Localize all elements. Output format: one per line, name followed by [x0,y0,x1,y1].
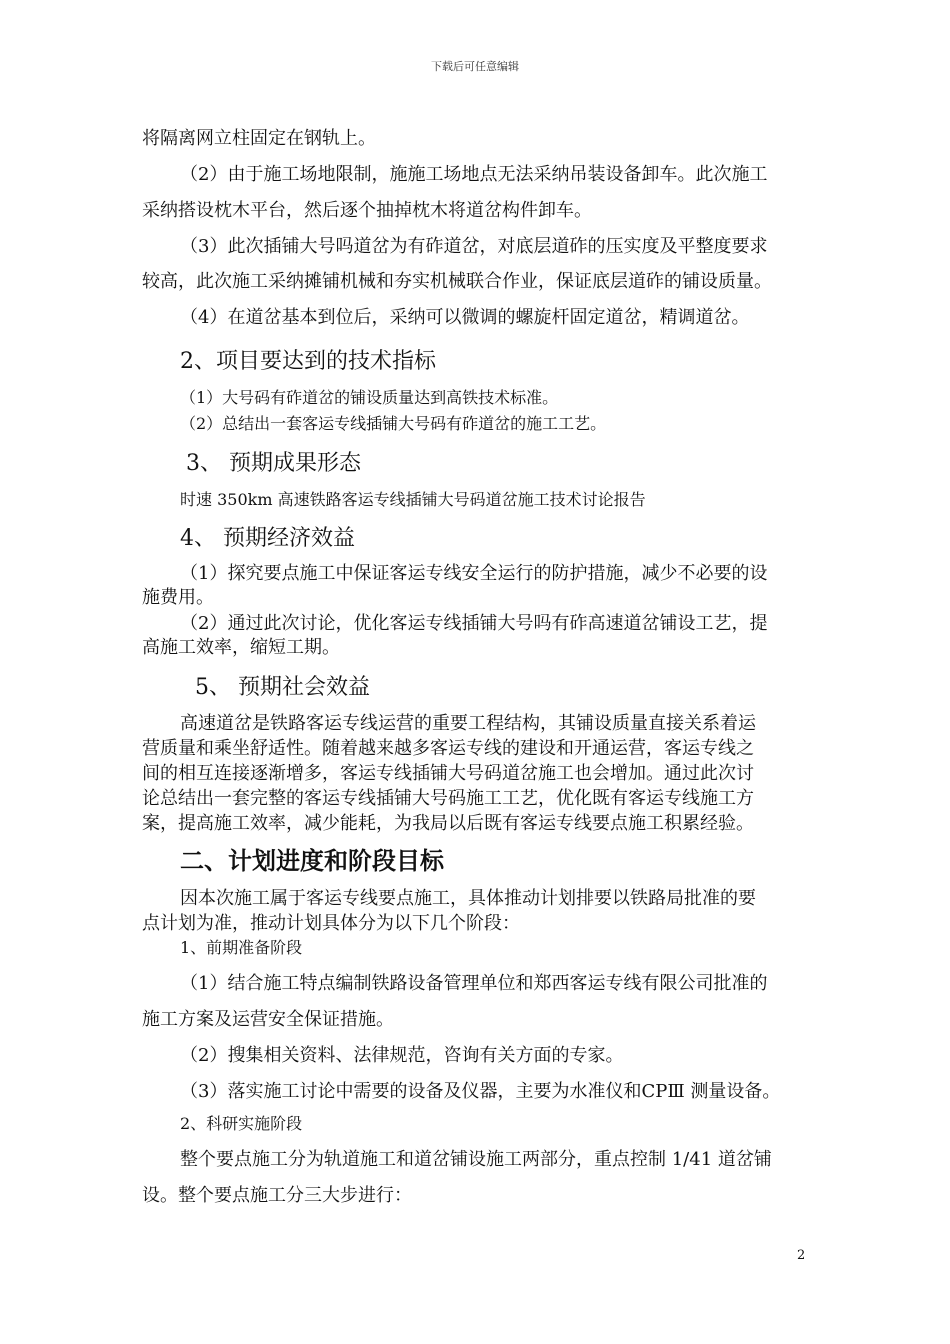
paragraph-line: （1）大号码有砟道岔的铺设质量达到高铁技术标准。 [180,388,559,407]
paragraph-line: 将隔离网立柱固定在钢轨上。 [142,128,376,149]
paragraph-line: 因本次施工属于客运专线要点施工，具体推动计划排要以铁路局批准的要 [180,888,756,909]
paragraph-line: 施工方案及运营安全保证措施。 [142,1009,394,1030]
paragraph-line: 1、前期准备阶段 [180,938,303,957]
page-number: 2 [797,1248,806,1263]
paragraph-line: （2）通过此次讨论，优化客运专线插铺大号吗有砟高速道岔铺设工艺，提 [180,613,768,634]
paragraph-line: 点计划为准，推动计划具体分为以下几个阶段： [142,913,520,934]
paragraph-line: （2）搜集相关资料、法律规范，咨询有关方面的专家。 [180,1045,624,1066]
paragraph-line: 时速 350km 高速铁路客运专线插铺大号码道岔施工技术讨论报告 [180,490,646,509]
section-heading: 3、 预期成果形态 [186,451,361,476]
paragraph-line: （4）在道岔基本到位后，采纳可以微调的螺旋杆固定道岔，精调道岔。 [180,307,750,328]
paragraph-line: （1）探究要点施工中保证客运专线安全运行的防护措施，减少不必要的设 [180,563,768,584]
paragraph-line: 案，提高施工效率，减少能耗，为我局以后既有客运专线要点施工积累经验。 [142,813,754,834]
paragraph-line: （2）由于施工场地限制，施施工场地点无法采纳吊装设备卸车。此次施工 [180,164,768,185]
paragraph-line: 高速道岔是铁路客运专线运营的重要工程结构，其铺设质量直接关系着运 [180,713,756,734]
paragraph-line: （3）此次插铺大号吗道岔为有砟道岔，对底层道砟的压实度及平整度要求 [180,236,768,257]
paragraph-line: 设。整个要点施工分三大步进行： [142,1185,412,1206]
paragraph-line: 论总结出一套完整的客运专线插铺大号码施工工艺，优化既有客运专线施工方 [142,788,754,809]
section-heading: 4、 预期经济效益 [180,526,355,551]
section-heading: 2、项目要达到的技术指标 [180,349,436,374]
page-header: 下载后可任意编辑 [431,60,519,73]
paragraph-line: 高施工效率，缩短工期。 [142,637,340,658]
paragraph-line: （1）结合施工特点编制铁路设备管理单位和郑西客运专线有限公司批准的 [180,973,768,994]
paragraph-line: 施费用。 [142,587,214,608]
paragraph-line: 2、科研实施阶段 [180,1114,303,1133]
paragraph-line: 较高，此次施工采纳摊铺机械和夯实机械联合作业，保证底层道砟的铺设质量。 [142,271,772,292]
paragraph-line: 整个要点施工分为轨道施工和道岔铺设施工两部分，重点控制 1/41 道岔铺 [180,1149,772,1170]
paragraph-line: 营质量和乘坐舒适性。随着越来越多客运专线的建设和开通运营，客运专线之 [142,738,754,759]
paragraph-line: 采纳搭设枕木平台，然后逐个抽掉枕木将道岔构件卸车。 [142,200,592,221]
paragraph-line: 间的相互连接逐渐增多，客运专线插铺大号码道岔施工也会增加。通过此次讨 [142,763,754,784]
section-heading: 5、 预期社会效益 [195,675,370,700]
paragraph-line: （3）落实施工讨论中需要的设备及仪器，主要为水准仪和CPⅢ 测量设备。 [180,1081,781,1102]
chapter-heading: 二、计划进度和阶段目标 [180,846,444,875]
paragraph-line: （2）总结出一套客运专线插铺大号码有砟道岔的施工工艺。 [180,414,607,433]
